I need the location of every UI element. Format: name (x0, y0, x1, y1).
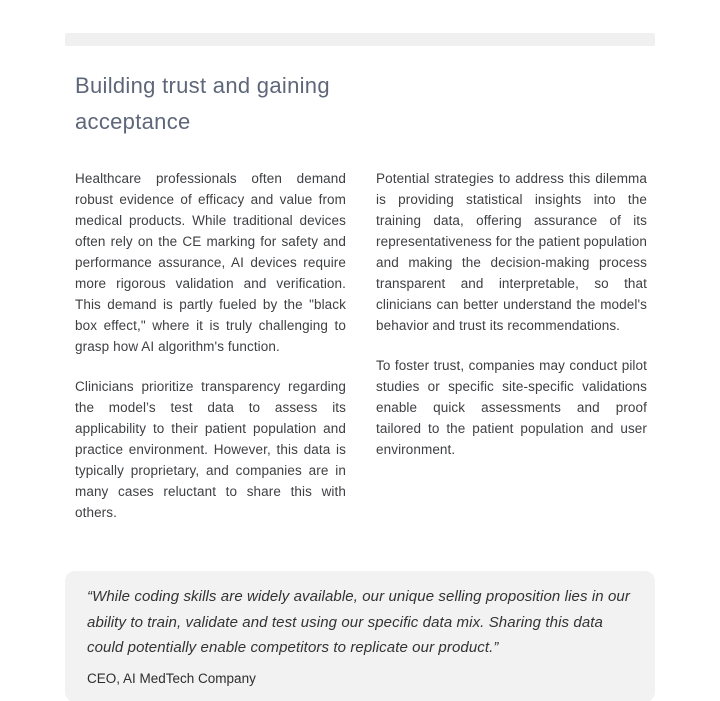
body-column-right (376, 168, 647, 523)
paragraph: Healthcare professionals often demand robust evidence of efficacy and value from medical products. While traditional devices often rely on the CE marking for safety and performance assurance, AI devices require more rigorous validation and verification. This demand is partly fueled by the "black box effect," where it is truly challenging to grasp how AI algorithm's function. (75, 171, 346, 354)
page-title: Building trust and gaining acceptance (75, 73, 330, 134)
paragraph: To foster trust, companies may conduct pilot studies or specific site-specific validations enable quick assessments and proof tailored to the patient population and user environment. (376, 358, 647, 457)
quote-card (65, 571, 655, 701)
content-area (65, 68, 655, 523)
document-page (0, 33, 720, 701)
paragraph: Clinicians prioritize transparency regarding the model’s test data to assess its applicability to their patient population and practice environment. However, this data is typically proprietary, and companies are in many cases reluctant to share this with others. (75, 379, 346, 520)
quote-attribution: CEO, AI MedTech Company (87, 670, 256, 686)
quote-text: “While coding skills are widely available, our unique selling proposition lies in our ability to train, validate and test using our specific data mix. Sharing this data could potentially enable competitors to replicate our product.” (87, 588, 630, 656)
two-column-body (75, 168, 647, 523)
body-column-left (75, 168, 346, 523)
top-divider-bar (65, 33, 655, 46)
paragraph: Potential strategies to address this dilemma is providing statistical insights into the training data, offering assurance of its representativeness for the patient population and making the decision-making process transparent and interpretable, so that clinicians can better understand the model's behavior and trust its recommendations. (376, 171, 647, 333)
